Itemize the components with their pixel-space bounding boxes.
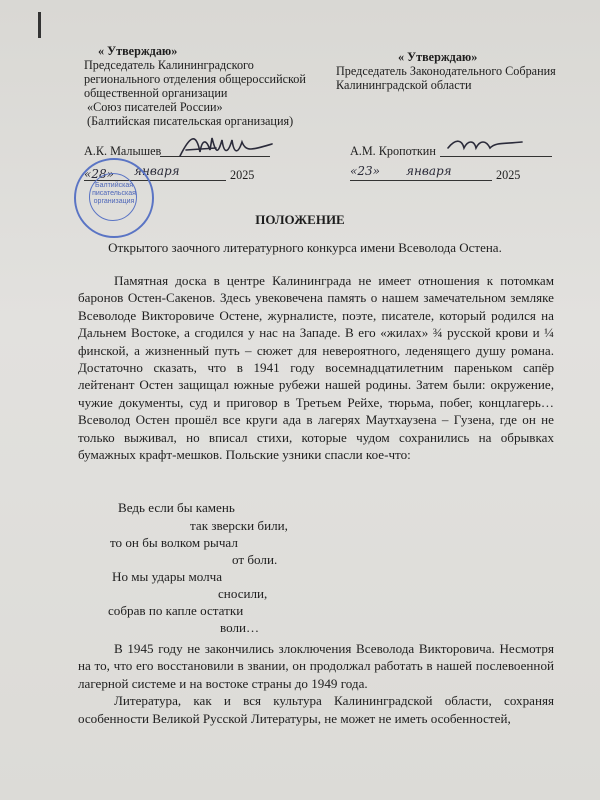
date-left-day: «28» <box>84 167 114 181</box>
approval-left-line: Председатель Калининградского <box>84 58 254 72</box>
approval-left-heading: « Утверждаю» <box>98 44 178 58</box>
poem-line: так зверски били, <box>190 518 288 533</box>
date-left-month: января <box>134 164 180 178</box>
date-right-day: «23» <box>350 164 380 178</box>
poem-line: Ведь если бы камень <box>118 500 235 515</box>
paragraph-2-text: В 1945 году не закончились злоключения Всеволода Викторовича. Несмотря на то, что его восстановили в звании, он продолжал работать в нашей послевоенной лагерной системе и на востоке страны до 1949 года. <box>78 641 554 691</box>
poem-line: собрав по капле остатки <box>108 603 244 618</box>
poem-line: то он бы волком рычал <box>110 535 238 550</box>
poem-line: Но мы удары молча <box>112 569 223 584</box>
date-line-right <box>350 180 492 181</box>
stamp-text: Балтийская писательская организация <box>92 182 136 205</box>
poem-line: от боли. <box>232 552 278 567</box>
approval-right-line: Председатель Законодательного Собрания <box>336 64 556 78</box>
signer-left: А.К. Малышев <box>84 144 162 158</box>
date-left-year: 2025 <box>230 168 255 182</box>
document-subtitle: Открытого заочного литературного конкурса имени Всеволода Остена. <box>108 240 502 255</box>
paragraph-1-text: Памятная доска в центре Калининграда не имеет отношения к потомкам баронов Остен-Сакенов. Здесь увековечена память о нашем замечательном земляке Всеволоде Викторовиче Остене, журналисте, поэте, писателе, который родился на Дальнем Востоке, а сгодился у нас на Западе. В его «жилах» ¾ русской крови и ¼ финской, а жизненный путь – сюжет для невероятного, леденящего душу романа. Достаточно сказать, что в 1941 году восемнадцатилетним пареньком сапёр лейтенант Остен защищал южные рубежи нашей родины. Затем были: окружение, чужие документы, суд и приговор в Третьем Рейхе, тюрьма, побег, концлагерь… Всеволод Остен прошёл все круги ада в лагерях Маутхаузена – Гузена, где он не только выживал, но вписал стихи, которые чудом сохранились на обрывках бумажных крафт-мешков. Польские узники спасли кое-что: <box>78 273 554 463</box>
signer-right: А.М. Кропоткин <box>350 144 436 158</box>
approval-right-line: Калининградской области <box>336 78 472 92</box>
approval-left-line: регионального отделения общероссийской <box>84 72 306 86</box>
poem-line: сносили, <box>218 586 268 601</box>
approval-right-heading: « Утверждаю» <box>398 50 478 64</box>
page-edge-mark <box>38 12 41 38</box>
approval-left-line: «Союз писателей России» <box>84 100 223 114</box>
date-right-month: января <box>406 164 452 178</box>
document-title: ПОЛОЖЕНИЕ <box>255 212 345 227</box>
paragraph-1 <box>78 272 554 463</box>
signature-line-right <box>440 156 552 157</box>
signature-left <box>176 130 276 162</box>
approval-left-line: общественной организации <box>84 86 228 100</box>
date-right-year: 2025 <box>496 168 521 182</box>
paragraph-2 <box>78 640 554 727</box>
signature-right <box>446 134 526 156</box>
paragraph-3-text: Литература, как и вся культура Калининградской области, сохраняя особенности Великой Русской Литературы, не может не иметь особенностей, <box>78 693 554 726</box>
poem-line: воли… <box>220 620 260 635</box>
approval-left-line: (Балтийская писательская организация) <box>84 114 294 128</box>
